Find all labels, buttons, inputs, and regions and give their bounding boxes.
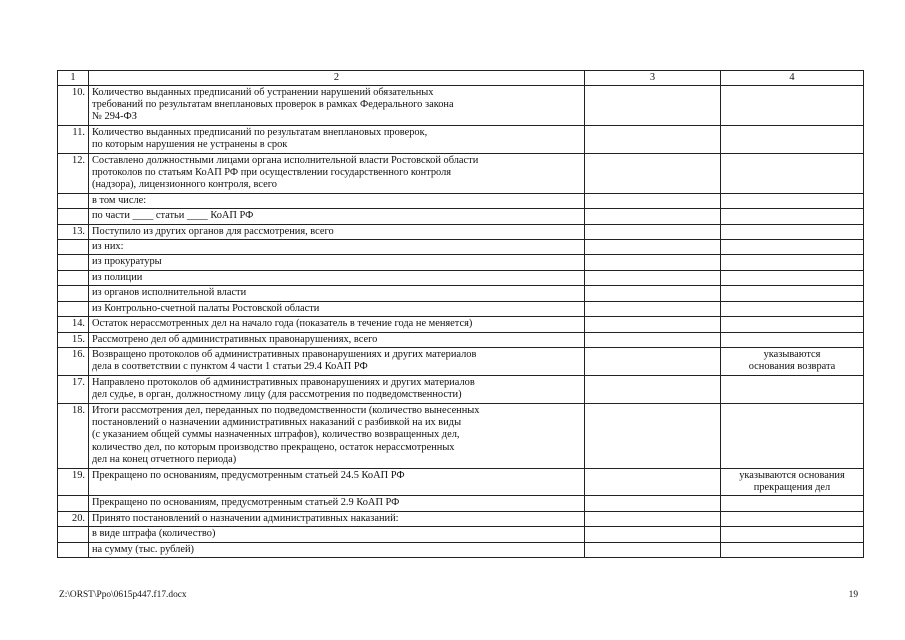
table-row: [58, 125, 864, 153]
note-cell-col-4: [721, 224, 864, 239]
row-description: [89, 496, 585, 511]
note-cell-col-4: [721, 332, 864, 347]
row-description: [89, 193, 585, 208]
value-cell-col-3: [585, 332, 721, 347]
note-cell-col-4: [721, 403, 864, 468]
row-description: [89, 527, 585, 542]
row-number: [58, 301, 89, 316]
table-row: [58, 286, 864, 301]
table-row: [58, 511, 864, 526]
description-line: Возвращено протоколов об административных правонарушениях и других материалов: [92, 348, 477, 360]
value-cell-col-3: [585, 527, 721, 542]
row-description: [89, 153, 585, 193]
description-line: Итоги рассмотрения дел, переданных по подведомственности (количество вынесенных: [92, 404, 480, 416]
value-cell-col-3: [585, 125, 721, 153]
value-cell-col-3: [585, 347, 721, 375]
note-cell-col-4: [721, 301, 864, 316]
footer-file-path: Z:\ORST\Ppo\0615p447.f17.docx: [59, 590, 187, 600]
note-cell-col-4: [721, 511, 864, 526]
note-cell-col-4: [721, 270, 864, 285]
table-row: [58, 240, 864, 255]
description-line: Прекращено по основаниям, предусмотренным статьей 24.5 КоАП РФ: [92, 469, 405, 481]
table-row: [58, 347, 864, 375]
header-col-1: 1: [58, 71, 89, 86]
row-number: 12.: [58, 153, 89, 193]
description-line: из Контрольно-счетной палаты Ростовской области: [92, 302, 320, 314]
description-line: Составлено должностными лицами органа исполнительной власти Ростовской области: [92, 154, 479, 166]
description-line: Поступило из других органов для рассмотрения, всего: [92, 225, 334, 237]
table-row: [58, 255, 864, 270]
description-line: требований по результатам внеплановых проверок в рамках Федерального закона: [92, 99, 454, 110]
row-description: [89, 375, 585, 403]
row-description: [89, 255, 585, 270]
note-cell-col-4: [721, 542, 864, 557]
description-line: количество дел, по которым производство прекращено, остаток нерассмотренных: [92, 441, 455, 453]
table-row: [58, 403, 864, 468]
note-cell-col-4: [721, 125, 864, 153]
note-cell-col-4: [721, 193, 864, 208]
note-line: прекращения дел: [753, 481, 831, 493]
note-line: указываются основания: [739, 469, 845, 481]
value-cell-col-3: [585, 375, 721, 403]
description-line: [92, 482, 581, 494]
row-description: [89, 286, 585, 301]
value-cell-col-3: [585, 85, 721, 125]
value-cell-col-3: [585, 209, 721, 224]
description-line: в том числе:: [92, 194, 147, 206]
table-row: [58, 193, 864, 208]
description-line: дел на конец отчетного периода): [92, 454, 237, 466]
note-cell-col-4: [721, 85, 864, 125]
row-description: [89, 542, 585, 557]
row-description: [89, 511, 585, 526]
note-cell-col-4: [721, 255, 864, 270]
description-line: Остаток нерассмотренных дел на начало года (показатель в течение года не меняется): [92, 318, 473, 330]
table-row: [58, 317, 864, 332]
table-row: [58, 527, 864, 542]
table-row: [58, 209, 864, 224]
description-line: (надзора), лицензионного контроля, всего: [92, 179, 277, 191]
row-description: [89, 347, 585, 375]
description-line: дел судье, в орган, должностному лицу (для рассмотрения по подведомственности): [92, 389, 462, 401]
row-number: [58, 542, 89, 557]
value-cell-col-3: [585, 301, 721, 316]
value-cell-col-3: [585, 468, 721, 496]
description-line: Количество выданных предписаний об устранении нарушений обязательных: [92, 86, 434, 98]
note-cell-col-4: [721, 286, 864, 301]
row-number: [58, 193, 89, 208]
note-cell-col-4: [721, 496, 864, 511]
value-cell-col-3: [585, 255, 721, 270]
row-description: [89, 209, 585, 224]
row-number: 15.: [58, 332, 89, 347]
row-description: [89, 332, 585, 347]
note-cell-col-4: [721, 375, 864, 403]
note-cell-col-4: [721, 468, 864, 496]
table-row: [58, 153, 864, 193]
table-row: [58, 85, 864, 125]
report-table: [57, 70, 864, 558]
row-number: [58, 240, 89, 255]
note-cell-col-4: [721, 209, 864, 224]
row-description: [89, 468, 585, 496]
description-line: постановлений о назначении административных наказаний с разбивкой на их виды: [92, 416, 462, 428]
row-number: 17.: [58, 375, 89, 403]
description-line: Рассмотрено дел об административных правонарушениях, всего: [92, 333, 378, 345]
row-description: [89, 301, 585, 316]
value-cell-col-3: [585, 153, 721, 193]
value-cell-col-3: [585, 403, 721, 468]
row-number: [58, 527, 89, 542]
description-line: по части ____ статьи ____ КоАП РФ: [92, 210, 254, 222]
row-number: 11.: [58, 125, 89, 153]
row-description: [89, 240, 585, 255]
description-line: Принято постановлений о назначении административных наказаний:: [92, 512, 399, 524]
note-cell-col-4: [721, 347, 864, 375]
table-row: [58, 542, 864, 557]
row-number: [58, 286, 89, 301]
value-cell-col-3: [585, 542, 721, 557]
value-cell-col-3: [585, 511, 721, 526]
note-cell-col-4: [721, 527, 864, 542]
description-line: из органов исполнительной власти: [92, 287, 247, 299]
description-line: № 294-ФЗ: [92, 111, 137, 123]
description-line: Прекращено по основаниям, предусмотренным статьей 2.9 КоАП РФ: [92, 497, 400, 509]
value-cell-col-3: [585, 496, 721, 511]
description-line: дела в соответствии с пунктом 4 части 1 статьи 29.4 КоАП РФ: [92, 361, 368, 373]
row-description: [89, 125, 585, 153]
description-line: на сумму (тыс. рублей): [92, 543, 194, 555]
table-row: [58, 270, 864, 285]
table-row: [58, 468, 864, 496]
row-number: 10.: [58, 85, 89, 125]
row-number: [58, 270, 89, 285]
description-line: в виде штрафа (количество): [92, 528, 216, 540]
value-cell-col-3: [585, 193, 721, 208]
table-row: [58, 496, 864, 511]
description-line: из прокуратуры: [92, 256, 162, 268]
header-col-2: 2: [89, 71, 585, 86]
row-description: [89, 317, 585, 332]
header-col-4: 4: [721, 71, 864, 86]
note-cell-col-4: [721, 317, 864, 332]
description-line: из них:: [92, 241, 124, 253]
row-number: [58, 496, 89, 511]
row-number: 13.: [58, 224, 89, 239]
table-row: [58, 224, 864, 239]
description-line: Количество выданных предписаний по результатам внеплановых проверок,: [92, 126, 428, 138]
description-line: (с указанием общей суммы назначенных штрафов), количество возвращенных дел,: [92, 429, 460, 441]
note-cell-col-4: [721, 240, 864, 255]
row-number: [58, 255, 89, 270]
table-row: [58, 301, 864, 316]
row-number: 20.: [58, 511, 89, 526]
value-cell-col-3: [585, 286, 721, 301]
row-number: [58, 209, 89, 224]
note-cell-col-4: [721, 153, 864, 193]
row-description: [89, 270, 585, 285]
description-line: по которым нарушения не устранены в срок: [92, 139, 288, 151]
value-cell-col-3: [585, 240, 721, 255]
row-number: 16.: [58, 347, 89, 375]
note-line: основания возврата: [748, 361, 836, 373]
value-cell-col-3: [585, 270, 721, 285]
table-header-row: [58, 71, 864, 86]
description-line: Направлено протоколов об административных правонарушениях и других материалов: [92, 376, 475, 388]
header-col-3: 3: [585, 71, 721, 86]
row-description: [89, 403, 585, 468]
note-line: указываются: [763, 348, 821, 360]
row-description: [89, 85, 585, 125]
row-number: 14.: [58, 317, 89, 332]
table-row: [58, 332, 864, 347]
row-number: 18.: [58, 403, 89, 468]
description-line: протоколов по статьям КоАП РФ при осуществлении государственного контроля: [92, 167, 452, 179]
footer-page-number: 19: [848, 590, 858, 600]
value-cell-col-3: [585, 317, 721, 332]
description-line: из полиции: [92, 271, 143, 283]
row-number: 19.: [58, 468, 89, 496]
table-row: [58, 375, 864, 403]
value-cell-col-3: [585, 224, 721, 239]
row-description: [89, 224, 585, 239]
